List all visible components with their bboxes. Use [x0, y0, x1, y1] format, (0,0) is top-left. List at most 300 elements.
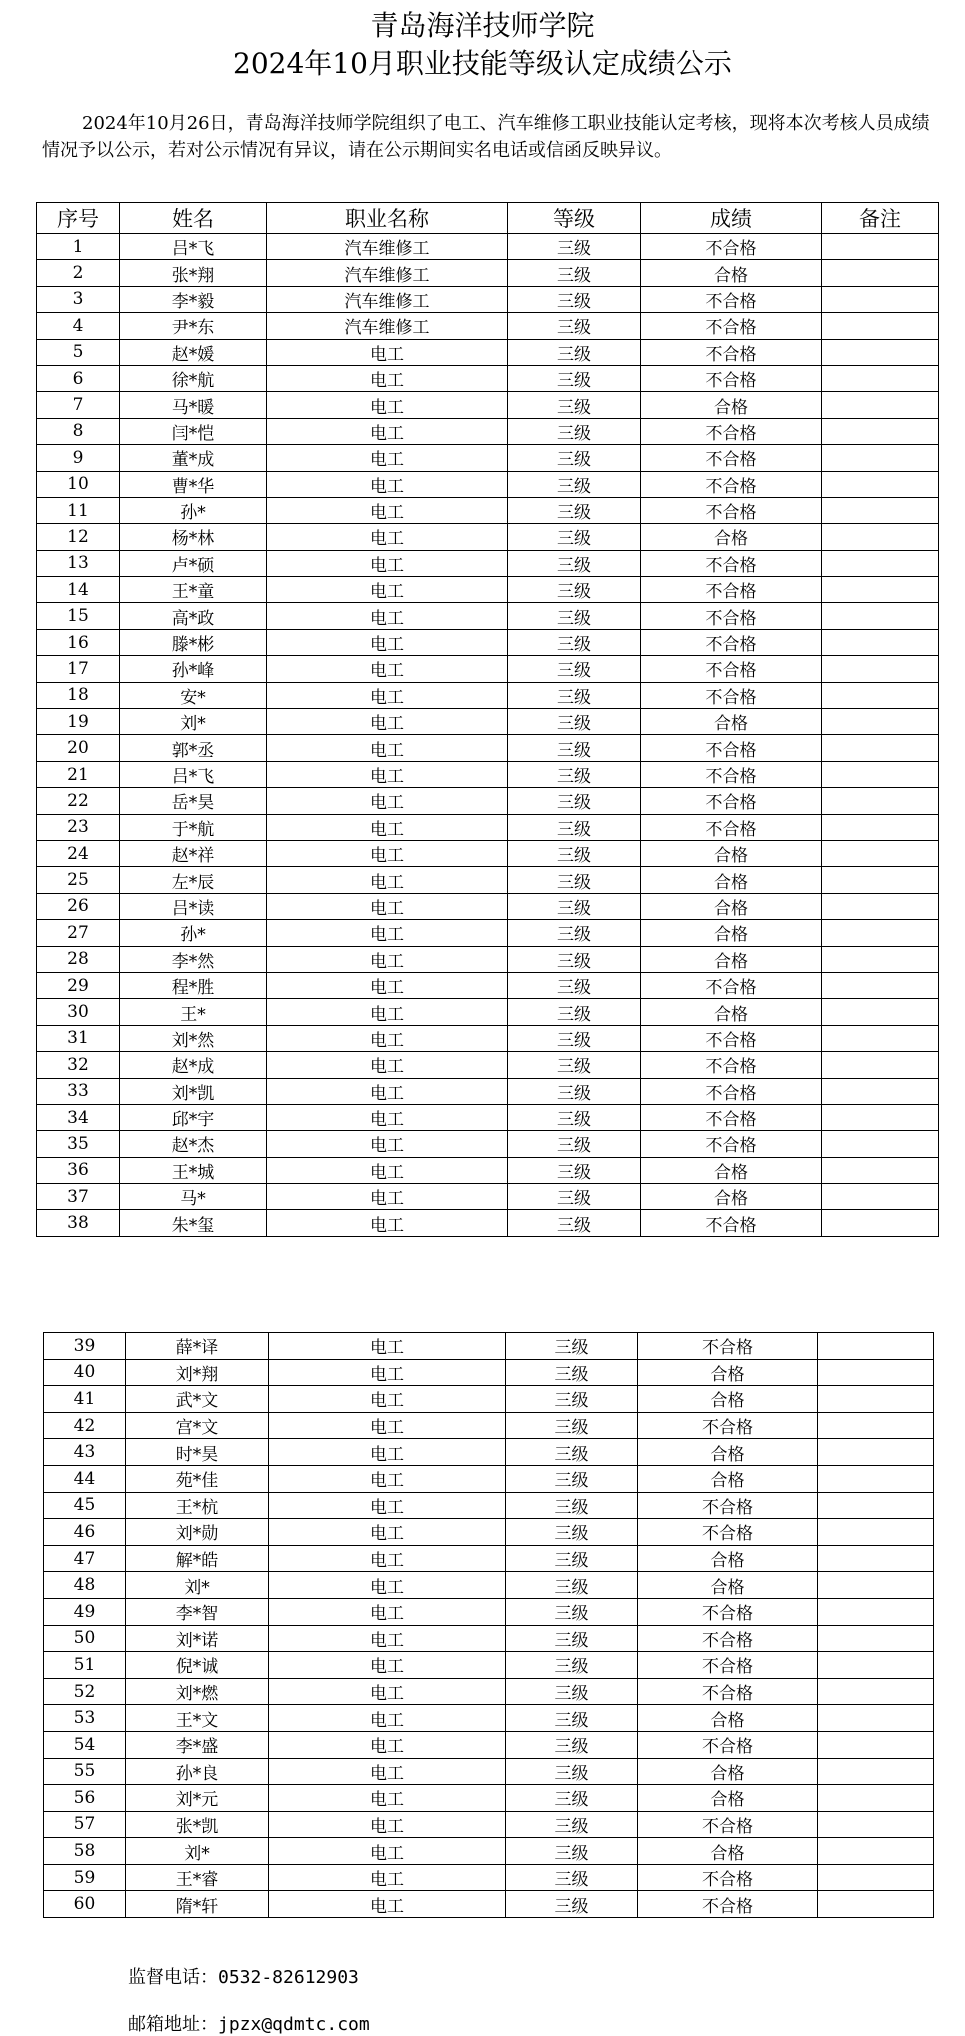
cell-level: 三级 [506, 1598, 638, 1625]
cell-remarks [822, 999, 939, 1025]
table-row [37, 1104, 939, 1130]
cell-level: 三级 [508, 999, 641, 1025]
cell-remarks [822, 365, 939, 391]
cell-result: 不合格 [641, 1025, 822, 1051]
cell-name: 刘* [126, 1838, 269, 1865]
cell-index: 28 [37, 946, 120, 972]
table-row [37, 313, 939, 339]
cell-level: 三级 [508, 920, 641, 946]
cell-result: 合格 [638, 1386, 818, 1413]
cell-occupation: 电工 [269, 1811, 506, 1838]
cell-index: 36 [37, 1157, 120, 1183]
cell-name: 张*翔 [120, 260, 267, 286]
cell-index: 11 [37, 497, 120, 523]
cell-index: 43 [44, 1439, 126, 1466]
cell-level: 三级 [508, 893, 641, 919]
cell-name: 高*政 [120, 603, 267, 629]
cell-index: 53 [44, 1705, 126, 1732]
table-row [37, 577, 939, 603]
cell-level: 三级 [508, 313, 641, 339]
cell-occupation: 电工 [267, 524, 508, 550]
cell-occupation: 电工 [267, 1210, 508, 1236]
table-row [37, 1052, 939, 1078]
cell-index: 34 [37, 1104, 120, 1130]
cell-result: 不合格 [641, 365, 822, 391]
cell-index: 2 [37, 260, 120, 286]
cell-name: 李*然 [120, 946, 267, 972]
cell-occupation: 电工 [267, 1025, 508, 1051]
cell-result: 不合格 [641, 445, 822, 471]
cell-level: 三级 [506, 1386, 638, 1413]
cell-index: 40 [44, 1359, 126, 1386]
cell-level: 三级 [506, 1652, 638, 1679]
cell-level: 三级 [508, 682, 641, 708]
cell-name: 刘* [120, 709, 267, 735]
cell-remarks [822, 735, 939, 761]
cell-name: 刘*翔 [126, 1359, 269, 1386]
cell-occupation: 电工 [269, 1625, 506, 1652]
cell-name: 王*城 [120, 1157, 267, 1183]
intro-paragraph: 2024年10月26日，青岛海洋技师学院组织了电工、汽车维修工职业技能认定考核，现将本次考核人员成绩情况予以公示，若对公示情况有异议，请在公示期间实名电话或信函反映异议。 [42, 113, 930, 161]
cell-level: 三级 [508, 445, 641, 471]
cell-index: 4 [37, 313, 120, 339]
cell-name: 安* [120, 682, 267, 708]
cell-remarks [822, 577, 939, 603]
cell-index: 15 [37, 603, 120, 629]
table-row [37, 550, 939, 576]
cell-occupation: 电工 [267, 577, 508, 603]
cell-level: 三级 [508, 814, 641, 840]
table-row [37, 656, 939, 682]
cell-name: 王*文 [126, 1705, 269, 1732]
cell-name: 武*文 [126, 1386, 269, 1413]
cell-index: 30 [37, 999, 120, 1025]
cell-name: 刘* [126, 1572, 269, 1599]
cell-remarks [822, 1025, 939, 1051]
cell-name: 赵*成 [120, 1052, 267, 1078]
cell-name: 马* [120, 1184, 267, 1210]
cell-index: 21 [37, 761, 120, 787]
cell-name: 薛*译 [126, 1333, 269, 1360]
cell-index: 14 [37, 577, 120, 603]
cell-occupation: 电工 [267, 709, 508, 735]
cell-result: 合格 [638, 1545, 818, 1572]
cell-remarks [822, 471, 939, 497]
cell-occupation: 电工 [269, 1333, 506, 1360]
cell-result: 合格 [641, 893, 822, 919]
cell-level: 三级 [508, 1210, 641, 1236]
cell-result: 不合格 [641, 286, 822, 312]
column-header-level: 等级 [508, 203, 641, 234]
cell-result: 合格 [641, 260, 822, 286]
cell-name: 苑*佳 [126, 1465, 269, 1492]
cell-index: 24 [37, 840, 120, 866]
cell-remarks [822, 497, 939, 523]
cell-level: 三级 [506, 1864, 638, 1891]
cell-index: 5 [37, 339, 120, 365]
cell-remarks [818, 1731, 934, 1758]
document-subtitle: 2024年10月职业技能等级认定成绩公示 [233, 47, 732, 80]
cell-level: 三级 [506, 1758, 638, 1785]
cell-index: 59 [44, 1864, 126, 1891]
column-header-index: 序号 [37, 203, 120, 234]
cell-result: 不合格 [638, 1891, 818, 1918]
cell-name: 岳*昊 [120, 788, 267, 814]
cell-result: 不合格 [641, 788, 822, 814]
cell-level: 三级 [508, 1078, 641, 1104]
cell-result: 合格 [641, 524, 822, 550]
cell-remarks [818, 1465, 934, 1492]
cell-level: 三级 [506, 1412, 638, 1439]
cell-remarks [822, 709, 939, 735]
table-row [37, 1078, 939, 1104]
cell-occupation: 电工 [267, 1104, 508, 1130]
cell-remarks [818, 1705, 934, 1732]
cell-occupation: 电工 [269, 1678, 506, 1705]
cell-result: 不合格 [641, 1210, 822, 1236]
cell-name: 宫*文 [126, 1412, 269, 1439]
supervision-phone: 监督电话：0532-82612903 [128, 1967, 359, 1988]
table-row [37, 867, 939, 893]
cell-name: 王* [120, 999, 267, 1025]
cell-remarks [818, 1785, 934, 1812]
table-row [44, 1625, 934, 1652]
cell-index: 50 [44, 1625, 126, 1652]
cell-level: 三级 [506, 1492, 638, 1519]
cell-remarks [822, 840, 939, 866]
cell-index: 49 [44, 1598, 126, 1625]
cell-result: 不合格 [638, 1333, 818, 1360]
cell-name: 张*凯 [126, 1811, 269, 1838]
cell-result: 不合格 [641, 339, 822, 365]
cell-remarks [818, 1572, 934, 1599]
cell-remarks [822, 1157, 939, 1183]
cell-remarks [822, 1078, 939, 1104]
cell-name: 滕*彬 [120, 629, 267, 655]
cell-name: 孙* [120, 920, 267, 946]
cell-remarks [822, 1131, 939, 1157]
cell-remarks [818, 1545, 934, 1572]
cell-index: 26 [37, 893, 120, 919]
cell-result: 不合格 [641, 577, 822, 603]
cell-level: 三级 [508, 365, 641, 391]
cell-result: 合格 [641, 1184, 822, 1210]
table-row [44, 1705, 934, 1732]
table-row [44, 1838, 934, 1865]
cell-name: 王*童 [120, 577, 267, 603]
cell-occupation: 电工 [267, 840, 508, 866]
cell-result: 不合格 [641, 550, 822, 576]
cell-occupation: 电工 [269, 1545, 506, 1572]
cell-index: 60 [44, 1891, 126, 1918]
cell-name: 李*智 [126, 1598, 269, 1625]
cell-index: 10 [37, 471, 120, 497]
cell-remarks [822, 392, 939, 418]
table-row [37, 286, 939, 312]
cell-occupation: 汽车维修工 [267, 286, 508, 312]
cell-level: 三级 [506, 1439, 638, 1466]
cell-result: 不合格 [641, 234, 822, 260]
cell-remarks [822, 893, 939, 919]
cell-index: 22 [37, 788, 120, 814]
cell-result: 合格 [641, 709, 822, 735]
cell-level: 三级 [508, 418, 641, 444]
cell-occupation: 汽车维修工 [267, 234, 508, 260]
cell-result: 不合格 [641, 761, 822, 787]
cell-occupation: 电工 [267, 365, 508, 391]
cell-result: 不合格 [638, 1652, 818, 1679]
cell-name: 吕*读 [120, 893, 267, 919]
cell-occupation: 电工 [267, 999, 508, 1025]
cell-result: 不合格 [638, 1598, 818, 1625]
cell-name: 吕*飞 [120, 234, 267, 260]
table-row [44, 1811, 934, 1838]
cell-remarks [818, 1359, 934, 1386]
cell-name: 邱*宇 [120, 1104, 267, 1130]
table-row [37, 840, 939, 866]
cell-result: 不合格 [641, 1052, 822, 1078]
cell-remarks [818, 1758, 934, 1785]
cell-name: 赵*杰 [120, 1131, 267, 1157]
table-row [37, 972, 939, 998]
cell-level: 三级 [506, 1731, 638, 1758]
table-row [44, 1492, 934, 1519]
cell-remarks [822, 682, 939, 708]
table-row [44, 1652, 934, 1679]
cell-occupation: 电工 [267, 920, 508, 946]
cell-level: 三级 [506, 1891, 638, 1918]
table-row [37, 234, 939, 260]
cell-occupation: 电工 [269, 1785, 506, 1812]
cell-level: 三级 [508, 392, 641, 418]
cell-occupation: 电工 [269, 1519, 506, 1546]
cell-occupation: 电工 [267, 339, 508, 365]
table-row [37, 999, 939, 1025]
cell-remarks [822, 286, 939, 312]
cell-name: 倪*诚 [126, 1652, 269, 1679]
cell-index: 25 [37, 867, 120, 893]
cell-remarks [822, 445, 939, 471]
cell-name: 董*成 [120, 445, 267, 471]
cell-name: 刘*勋 [126, 1519, 269, 1546]
cell-remarks [822, 260, 939, 286]
table-row [44, 1758, 934, 1785]
cell-occupation: 电工 [269, 1864, 506, 1891]
cell-index: 33 [37, 1078, 120, 1104]
cell-result: 合格 [641, 920, 822, 946]
cell-result: 不合格 [638, 1811, 818, 1838]
cell-name: 赵*祥 [120, 840, 267, 866]
cell-name: 王*睿 [126, 1864, 269, 1891]
cell-index: 37 [37, 1184, 120, 1210]
table-row [37, 814, 939, 840]
cell-name: 刘*燃 [126, 1678, 269, 1705]
cell-occupation: 电工 [267, 1052, 508, 1078]
table-row [37, 893, 939, 919]
cell-level: 三级 [508, 735, 641, 761]
cell-index: 19 [37, 709, 120, 735]
cell-occupation: 电工 [267, 392, 508, 418]
cell-level: 三级 [508, 1025, 641, 1051]
cell-occupation: 电工 [267, 1131, 508, 1157]
cell-result: 不合格 [641, 1078, 822, 1104]
cell-index: 45 [44, 1492, 126, 1519]
cell-index: 35 [37, 1131, 120, 1157]
cell-name: 吕*飞 [120, 761, 267, 787]
table-row [37, 1157, 939, 1183]
cell-result: 不合格 [641, 656, 822, 682]
contact-email: 邮箱地址：jpzx@qdmtc.com [128, 2014, 370, 2035]
cell-occupation: 汽车维修工 [267, 260, 508, 286]
cell-occupation: 电工 [267, 814, 508, 840]
cell-index: 42 [44, 1412, 126, 1439]
cell-index: 18 [37, 682, 120, 708]
table-row [37, 339, 939, 365]
cell-result: 不合格 [638, 1864, 818, 1891]
cell-remarks [822, 629, 939, 655]
cell-remarks [822, 788, 939, 814]
cell-occupation: 电工 [269, 1731, 506, 1758]
cell-remarks [818, 1519, 934, 1546]
cell-index: 6 [37, 365, 120, 391]
cell-level: 三级 [508, 656, 641, 682]
cell-index: 52 [44, 1678, 126, 1705]
cell-remarks [818, 1864, 934, 1891]
cell-level: 三级 [508, 524, 641, 550]
cell-name: 孙* [120, 497, 267, 523]
table-row [44, 1678, 934, 1705]
table-row [37, 788, 939, 814]
cell-index: 8 [37, 418, 120, 444]
cell-level: 三级 [506, 1333, 638, 1360]
cell-remarks [822, 313, 939, 339]
cell-index: 32 [37, 1052, 120, 1078]
cell-occupation: 电工 [269, 1492, 506, 1519]
document-title: 青岛海洋技师学院 [370, 9, 595, 42]
cell-name: 李*毅 [120, 286, 267, 312]
cell-index: 31 [37, 1025, 120, 1051]
table-row [44, 1572, 934, 1599]
cell-remarks [818, 1678, 934, 1705]
cell-index: 44 [44, 1465, 126, 1492]
cell-index: 41 [44, 1386, 126, 1413]
cell-occupation: 汽车维修工 [267, 313, 508, 339]
table-row [37, 1184, 939, 1210]
table-row [37, 260, 939, 286]
cell-remarks [818, 1333, 934, 1360]
cell-remarks [822, 1052, 939, 1078]
cell-level: 三级 [508, 260, 641, 286]
cell-occupation: 电工 [269, 1359, 506, 1386]
cell-level: 三级 [508, 234, 641, 260]
cell-level: 三级 [508, 1104, 641, 1130]
cell-level: 三级 [506, 1359, 638, 1386]
cell-name: 闫*恺 [120, 418, 267, 444]
cell-occupation: 电工 [267, 682, 508, 708]
column-header-result: 成绩 [641, 203, 822, 234]
cell-index: 13 [37, 550, 120, 576]
cell-name: 孙*峰 [120, 656, 267, 682]
cell-level: 三级 [508, 550, 641, 576]
cell-index: 17 [37, 656, 120, 682]
cell-index: 12 [37, 524, 120, 550]
cell-name: 郭*丞 [120, 735, 267, 761]
cell-name: 刘*然 [120, 1025, 267, 1051]
cell-level: 三级 [508, 867, 641, 893]
table-row [37, 709, 939, 735]
cell-occupation: 电工 [267, 1157, 508, 1183]
cell-occupation: 电工 [267, 867, 508, 893]
cell-occupation: 电工 [267, 497, 508, 523]
cell-level: 三级 [508, 1184, 641, 1210]
cell-occupation: 电工 [267, 1184, 508, 1210]
cell-occupation: 电工 [267, 1078, 508, 1104]
cell-occupation: 电工 [267, 946, 508, 972]
cell-remarks [822, 603, 939, 629]
cell-result: 合格 [638, 1758, 818, 1785]
cell-occupation: 电工 [267, 788, 508, 814]
cell-remarks [822, 1184, 939, 1210]
cell-remarks [822, 524, 939, 550]
cell-index: 51 [44, 1652, 126, 1679]
cell-name: 朱*玺 [120, 1210, 267, 1236]
cell-level: 三级 [506, 1625, 638, 1652]
cell-occupation: 电工 [267, 761, 508, 787]
cell-occupation: 电工 [269, 1891, 506, 1918]
table-row [37, 497, 939, 523]
table-row [44, 1333, 934, 1360]
table-row [44, 1731, 934, 1758]
cell-name: 左*辰 [120, 867, 267, 893]
cell-index: 48 [44, 1572, 126, 1599]
results-table-part1 [36, 202, 939, 1237]
cell-level: 三级 [506, 1811, 638, 1838]
cell-level: 三级 [508, 788, 641, 814]
cell-remarks [818, 1386, 934, 1413]
cell-result: 合格 [638, 1572, 818, 1599]
cell-occupation: 电工 [269, 1439, 506, 1466]
table-header-row [37, 203, 939, 234]
table-row [37, 524, 939, 550]
cell-result: 合格 [641, 946, 822, 972]
cell-name: 刘*凯 [120, 1078, 267, 1104]
cell-result: 不合格 [638, 1625, 818, 1652]
cell-name: 隋*轩 [126, 1891, 269, 1918]
cell-result: 合格 [638, 1705, 818, 1732]
cell-level: 三级 [508, 1052, 641, 1078]
table-row [37, 1131, 939, 1157]
cell-index: 23 [37, 814, 120, 840]
cell-occupation: 电工 [267, 656, 508, 682]
cell-name: 曹*华 [120, 471, 267, 497]
cell-remarks [822, 920, 939, 946]
cell-level: 三级 [508, 603, 641, 629]
cell-result: 合格 [641, 999, 822, 1025]
cell-remarks [822, 761, 939, 787]
cell-result: 合格 [638, 1785, 818, 1812]
cell-name: 马*暖 [120, 392, 267, 418]
cell-name: 徐*航 [120, 365, 267, 391]
cell-result: 不合格 [641, 471, 822, 497]
cell-occupation: 电工 [269, 1386, 506, 1413]
column-header-occupation: 职业名称 [267, 203, 508, 234]
table-row [44, 1465, 934, 1492]
column-header-remarks: 备注 [822, 203, 939, 234]
cell-remarks [818, 1598, 934, 1625]
cell-level: 三级 [506, 1838, 638, 1865]
cell-remarks [822, 550, 939, 576]
cell-occupation: 电工 [269, 1705, 506, 1732]
